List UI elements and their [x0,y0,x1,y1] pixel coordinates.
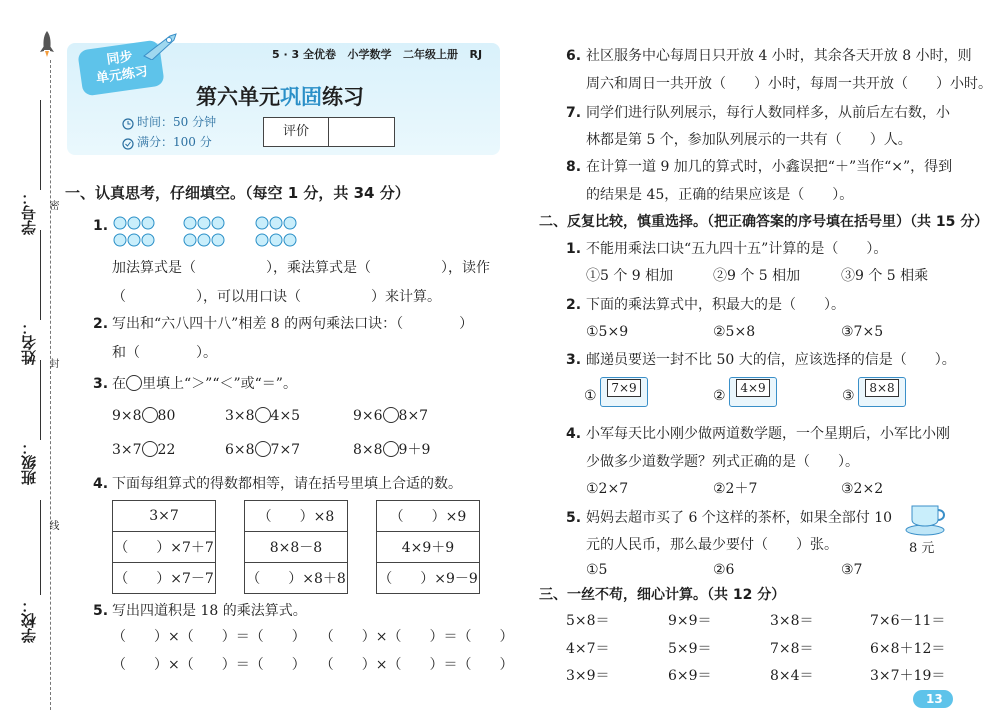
name-line [40,230,41,320]
s2-q2-opt1[interactable]: ①5×9 [586,324,629,340]
series-name: 5 · 3 全优卷 [272,48,336,61]
answer-circle[interactable] [255,407,271,423]
envelope-label-2: 4×9 [736,379,769,397]
s1-q1-line1: 加法算式是（ ），乘法算式是（ ），读作 [112,260,490,276]
class-line [40,360,41,440]
title-highlight: 巩固 [280,85,322,109]
section1-heading: 一、认真思考，仔细填空。（每空 1 分，共 34 分） [65,184,410,202]
r-q7-line1: 同学们进行队列展示，每行人数同样多，从前后左右数，小 [586,105,950,121]
section2-heading: 二、反复比较，慎重选择。（把正确答案的序号填在括号里）（共 15 分） [539,214,989,230]
rocket-decoration-icon [140,30,180,64]
s1-q4-number: 4. [93,476,109,492]
calc-item[interactable]: 8×4＝ [770,668,814,684]
calc-item[interactable]: 6×8＋12＝ [870,641,946,657]
q4-t3-cell[interactable]: （ ）×9－9 [377,563,480,594]
evaluation-label: 评价 [264,118,329,146]
answer-circle[interactable] [255,441,271,457]
q4-table-2 [244,500,348,594]
calc-item[interactable]: 9×9＝ [668,613,712,629]
s2-q4-opt2[interactable]: ②2＋7 [713,481,758,497]
r-q7-line2: 林都是第 5 个，参加队列展示的一共有（ ）人。 [586,132,912,148]
q4-t1-cell[interactable]: （ ）×7＋7 [113,532,216,563]
section3-heading: 三、一丝不苟，细心计算。（共 12 分） [539,587,786,603]
s2-q3-number: 3. [566,352,582,368]
s2-q3-mark2[interactable]: ② [713,388,726,404]
calc-item[interactable]: 5×8＝ [566,613,610,629]
s2-q5-number: 5. [566,510,582,526]
s2-q1-opt3[interactable]: ③9 个 5 相乘 [841,268,929,284]
s2-q1-number: 1. [566,241,582,257]
calc-item[interactable]: 7×6－11＝ [870,613,946,629]
tag-line-1: 同步 [105,49,134,68]
header-series [272,46,482,64]
envelope-label-1: 7×9 [607,379,640,397]
answer-circle[interactable] [383,407,399,423]
s2-q3-mark1[interactable]: ① [584,388,597,404]
envelope-icon[interactable] [858,377,906,407]
s2-q4-number: 4. [566,426,582,442]
s2-q3-mark3[interactable]: ③ [842,388,855,404]
page-number: 13 [926,692,943,706]
tag-line-2: 单元练习 [95,64,149,87]
name-label: 姓名： [20,320,38,365]
s2-q2-opt2[interactable]: ②5×8 [713,324,756,340]
check-icon [122,135,134,154]
calc-item[interactable]: 7×8＝ [770,641,814,657]
s2-q4-line1: 小军每天比小刚少做两道数学题，一个星期后，小军比小刚 [586,426,950,442]
s1-q3-r1-c3: 9×6 8×7 [353,408,429,424]
s2-q2-opt3[interactable]: ③7×5 [841,324,884,340]
s2-q5-opt2[interactable]: ②6 [713,562,735,578]
s2-q1-opt2[interactable]: ②9 个 5 相加 [713,268,801,284]
s1-q2-line2: 和（ ）。 [112,345,217,361]
s1-q1-number: 1. [93,218,109,234]
r-q6-line2: 周六和周日一共开放（ ）小时，每周一共开放（ ）小时。 [586,76,992,92]
q4-t1-cell[interactable]: 3×7 [113,501,216,532]
r-q8-number: 8. [566,159,582,175]
r-q7-number: 7. [566,105,582,121]
calc-item[interactable]: 3×9＝ [566,668,610,684]
s1-q3-instruction [112,375,297,393]
s2-q4-line2: 少做多少道数学题？列式正确的是（ ）。 [586,454,859,470]
s1-q3-r2-c1: 3×7 22 [112,442,176,458]
title-suffix: 练习 [322,85,364,109]
school-label: 学校： [20,598,38,643]
s1-q5-number: 5. [93,603,109,619]
s1-q3-number: 3. [93,376,109,392]
s1-q5-text: 写出四道积是 18 的乘法算式。 [112,603,307,619]
class-label: 班级： [20,440,38,485]
title-prefix: 第六单元 [196,85,280,109]
q4-t3-cell[interactable]: 4×9＋9 [377,532,480,563]
envelope-icon[interactable] [729,377,777,407]
q4-t2-cell[interactable]: 8×8－8 [245,532,348,563]
s2-q3-text: 邮递员要送一封不比 50 大的信，应该选择的信是（ ）。 [586,352,956,368]
s2-q5-opt3[interactable]: ③7 [841,562,863,578]
q4-t2-cell[interactable]: （ ）×8 [245,501,348,532]
q4-t2-cell[interactable]: （ ）×8＋8 [245,563,348,594]
seal-mark-feng: 封 [47,358,58,368]
q4-t3-cell[interactable]: （ ）×9 [377,501,480,532]
q4-table-1 [112,500,216,594]
stopwatch-group-images [112,212,322,256]
s1-q3-r2-c2: 6×8 7×7 [225,442,301,458]
compare-circle-icon [126,375,142,391]
s1-q3-r1-c2: 3×8 4×5 [225,408,301,424]
student-id-label: 学号： [20,190,38,235]
s1-q2-line1: 写出和“六八四十八”相差 8 的两句乘法口诀：（ ） [112,316,474,332]
s2-q4-opt3[interactable]: ③2×2 [841,481,884,497]
r-q8-line1: 在计算一道 9 加几的算式时，小鑫误把“＋”当作“×”，得到 [586,159,953,175]
clock-icon [122,115,134,134]
s2-q1-opt1[interactable]: ①5 个 9 相加 [586,268,674,284]
seal-mark-mi: 密 [47,200,58,210]
rocket-icon [38,30,56,62]
q4-t1-cell[interactable]: （ ）×7－7 [113,563,216,594]
evaluation-box [263,117,395,147]
s2-q2-number: 2. [566,297,582,313]
calc-item[interactable]: 6×9＝ [668,668,712,684]
answer-circle[interactable] [142,407,158,423]
full-score: 满分：100 分 [137,135,212,149]
s1-q4-text: 下面每组算式的得数都相等，请在括号里填上合适的数。 [112,476,462,492]
r-q8-line2: 的结果是 45，正确的结果应该是（ ）。 [586,187,854,203]
edition-name: RJ [469,48,483,61]
s1-q3-r2-c3: 8×8 9＋9 [353,442,431,458]
s1-q1-line2: （ ），可以用口诀（ ）来计算。 [112,289,441,305]
s1-q5-answer-line-1[interactable]: （ ）×（ ）＝（ ） （ ）×（ ）＝（ ） [112,629,514,645]
envelope-label-3: 8×8 [865,379,898,397]
page-title [196,81,364,111]
binding-cut-line [50,60,51,710]
s1-q3-text-b: 里填上“＞”“＜”或“＝”。 [142,376,297,392]
s1-q2-number: 2. [93,316,109,332]
page-number-badge [913,690,953,708]
s2-q5-line2: 元的人民币，那么最少要付（ ）张。 [586,537,838,553]
calc-item[interactable]: 3×7＋19＝ [870,668,946,684]
q4-table-3 [376,500,480,594]
s2-q5-line1: 妈妈去超市买了 6 个这样的茶杯，如果全部付 10 [586,510,893,526]
s2-q2-text: 下面的乘法算式中，积最大的是（ ）。 [586,297,845,313]
teacup-icon [904,500,950,540]
grade-name: 二年级上册 [402,48,458,61]
envelope-icon[interactable] [600,377,648,407]
r-q6-number: 6. [566,48,582,64]
calc-item[interactable]: 5×9＝ [668,641,712,657]
answer-circle[interactable] [142,441,158,457]
school-line [40,500,41,595]
student-id-line [40,100,41,190]
s2-q5-opt1[interactable]: ①5 [586,562,608,578]
calc-item[interactable]: 4×7＝ [566,641,610,657]
s2-q1-text: 不能用乘法口诀“五九四十五”计算的是（ ）。 [586,241,888,257]
exam-time: 时间：50 分钟 [137,115,217,129]
seal-mark-xian: 线 [47,520,58,530]
calc-item[interactable]: 3×8＝ [770,613,814,629]
subject-name: 小学数学 [347,48,392,61]
answer-circle[interactable] [383,441,399,457]
s1-q3-text-a: 在 [112,376,126,392]
teacup-price: 8 元 [909,541,935,556]
r-q6-line1: 社区服务中心每周日只开放 4 小时，其余各天开放 8 小时，则 [586,48,972,64]
s2-q4-opt1[interactable]: ①2×7 [586,481,629,497]
s1-q3-r1-c1: 9×8 80 [112,408,176,424]
s1-q5-answer-line-2[interactable]: （ ）×（ ）＝（ ） （ ）×（ ）＝（ ） [112,657,514,673]
